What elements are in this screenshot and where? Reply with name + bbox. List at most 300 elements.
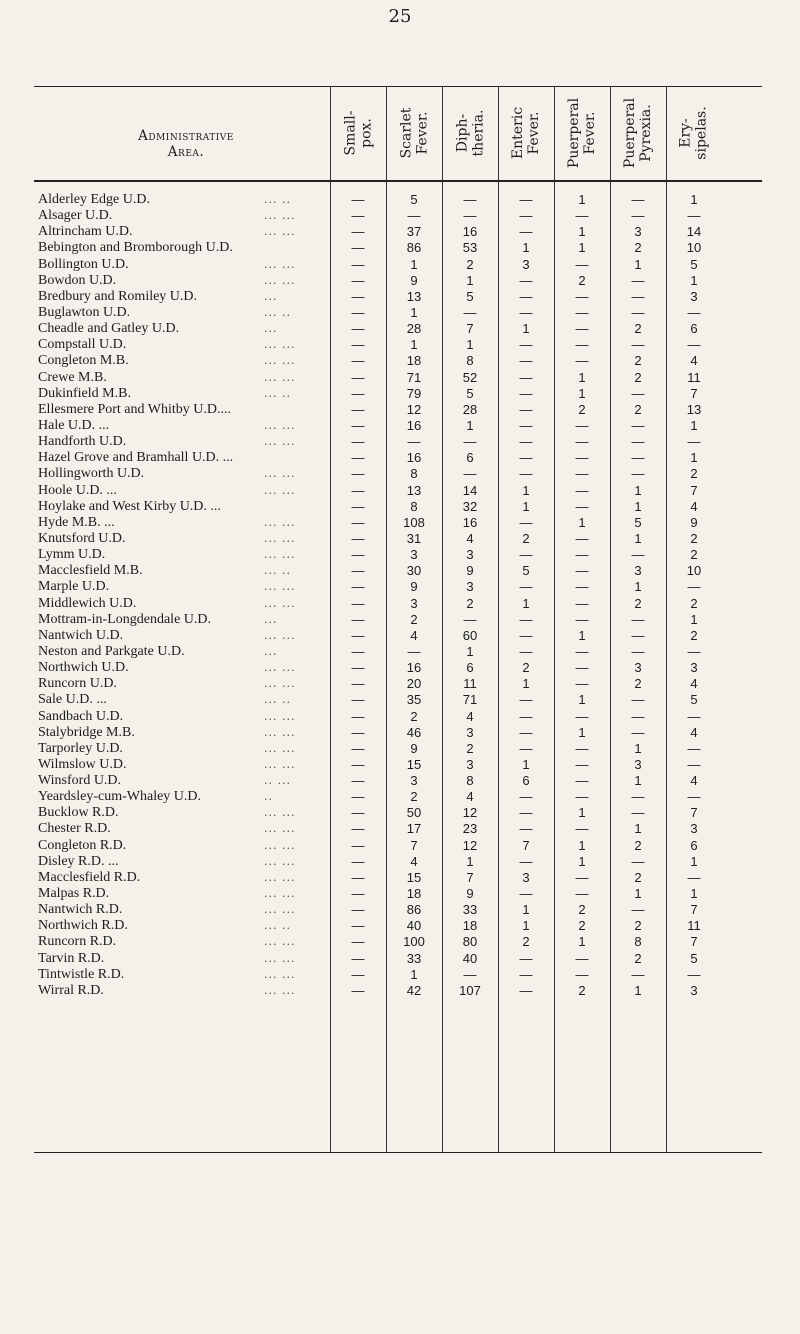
table-row — [34, 725, 762, 741]
table-cell: — — [519, 450, 533, 466]
table-cell: 9 — [410, 740, 418, 756]
table-cell: 4 — [466, 530, 474, 546]
area-name: Handforth U.D. — [38, 434, 127, 450]
table-cell: — — [575, 353, 589, 369]
leader-dots: ... ... — [264, 435, 296, 449]
leader-dots: ... ... — [264, 531, 296, 545]
table-cell: — — [631, 724, 645, 740]
table-cell: — — [575, 676, 589, 692]
table-cell: — — [351, 563, 365, 579]
table-cell: 18 — [462, 918, 478, 934]
leader-dots: ... ... — [264, 273, 296, 287]
table-cell: 2 — [634, 240, 642, 256]
leader-dots: ... ... — [264, 854, 296, 868]
table-cell: — — [631, 192, 645, 207]
table-cell: 2 — [634, 353, 642, 369]
table-cell: — — [575, 256, 589, 272]
table-row — [34, 515, 762, 531]
table-cell: 40 — [406, 918, 422, 934]
table-cell: — — [575, 789, 589, 805]
table-cell: — — [351, 708, 365, 724]
table-row — [34, 337, 762, 353]
table-row — [34, 450, 762, 466]
table-row — [34, 918, 762, 934]
table-row — [34, 579, 762, 595]
table-cell: — — [519, 385, 533, 401]
table-cell: — — [687, 966, 701, 982]
table-cell: 2 — [578, 902, 586, 918]
table-cell: 5 — [634, 514, 642, 530]
table-cell: 5 — [466, 385, 474, 401]
leader-dots: ... ... — [264, 257, 296, 271]
table-cell: — — [407, 208, 421, 224]
table-cell: — — [351, 966, 365, 982]
table-cell: — — [631, 417, 645, 433]
table-cell: 18 — [406, 353, 422, 369]
table-cell: — — [519, 853, 533, 869]
table-cell: — — [687, 708, 701, 724]
table-cell: — — [631, 627, 645, 643]
table-cell: — — [463, 466, 477, 482]
table-cell: 1 — [522, 756, 530, 772]
table-cell: 2 — [634, 321, 642, 337]
leader-dots: ... .. — [264, 564, 291, 578]
table-cell: 4 — [690, 773, 698, 789]
table-cell: — — [687, 643, 701, 659]
leader-dots: ... ... — [264, 418, 296, 432]
table-cell: 4 — [466, 789, 474, 805]
table-row — [34, 805, 762, 821]
table-cell: 2 — [634, 676, 642, 692]
table-cell: — — [519, 434, 533, 450]
table-cell: — — [575, 966, 589, 982]
leader-dots: ... ... — [264, 209, 296, 223]
table-cell: 1 — [634, 530, 642, 546]
table-row — [34, 192, 762, 208]
table-cell: — — [351, 240, 365, 256]
table-cell: — — [463, 434, 477, 450]
header-divider — [442, 86, 443, 180]
table-cell: — — [463, 208, 477, 224]
table-row — [34, 563, 762, 579]
table-cell: — — [351, 676, 365, 692]
table-row — [34, 983, 762, 999]
area-name: Yeardsley-cum-Whaley U.D. — [38, 789, 202, 805]
area-name: Macclesfield R.D. — [38, 869, 141, 885]
table-cell: 1 — [466, 853, 474, 869]
table-cell: 86 — [406, 240, 422, 256]
table-cell: 1 — [578, 724, 586, 740]
table-cell: 3 — [634, 660, 642, 676]
leader-dots: ... — [264, 289, 278, 303]
table-cell: — — [519, 740, 533, 756]
table-cell: — — [351, 660, 365, 676]
table-cell: 2 — [522, 934, 530, 950]
table-cell: 2 — [522, 530, 530, 546]
table-cell: — — [575, 482, 589, 498]
table-cell: 1 — [634, 482, 642, 498]
table-bottom-rule — [34, 1152, 762, 1153]
table-cell: 13 — [406, 288, 422, 304]
table-cell: 50 — [406, 805, 422, 821]
table-cell: — — [575, 579, 589, 595]
table-cell: 2 — [634, 837, 642, 853]
table-cell: — — [351, 579, 365, 595]
table-row — [34, 854, 762, 870]
table-cell: — — [519, 966, 533, 982]
table-row — [34, 483, 762, 499]
leader-dots: ... ... — [264, 370, 296, 384]
table-cell: 42 — [406, 982, 422, 998]
table-cell: — — [631, 385, 645, 401]
area-name: Tarporley U.D. — [38, 740, 123, 756]
table-row — [34, 370, 762, 386]
table-cell: 33 — [406, 950, 422, 966]
leader-dots: ... ... — [264, 822, 296, 836]
table-cell: — — [519, 789, 533, 805]
table-row — [34, 434, 762, 450]
table-cell: — — [519, 401, 533, 417]
table-cell: — — [631, 288, 645, 304]
table-cell: 1 — [690, 272, 698, 288]
table-cell: — — [519, 224, 533, 240]
table-cell: 40 — [462, 950, 478, 966]
table-cell: — — [631, 902, 645, 918]
table-cell: — — [463, 611, 477, 627]
table-cell: — — [351, 385, 365, 401]
area-name: Macclesfield M.B. — [38, 563, 143, 579]
table-cell: — — [351, 724, 365, 740]
leader-dots: ... ... — [264, 983, 296, 997]
table-cell: — — [351, 498, 365, 514]
table-cell: — — [575, 660, 589, 676]
leader-dots: ... .. — [264, 919, 291, 933]
table-cell: 6 — [522, 773, 530, 789]
area-name: Chester R.D. — [38, 821, 111, 837]
table-cell: — — [351, 805, 365, 821]
header-divider — [386, 86, 387, 180]
table-cell: 1 — [578, 385, 586, 401]
leader-dots: ... .. — [264, 193, 291, 206]
table-cell: — — [575, 304, 589, 320]
table-cell: — — [519, 466, 533, 482]
table-cell: — — [351, 482, 365, 498]
table-cell: — — [575, 643, 589, 659]
table-cell: 2 — [466, 256, 474, 272]
table-cell: 1 — [466, 337, 474, 353]
table-cell: 5 — [690, 692, 698, 708]
table-cell: — — [519, 611, 533, 627]
table-cell: 52 — [462, 369, 478, 385]
table-cell: — — [687, 789, 701, 805]
table-cell: — — [631, 611, 645, 627]
table-cell: — — [631, 547, 645, 563]
table-cell: 2 — [634, 401, 642, 417]
table-cell: 1 — [522, 482, 530, 498]
table-row — [34, 321, 762, 337]
leader-dots: ... — [264, 322, 278, 336]
leader-dots: ... ... — [264, 935, 296, 949]
table-cell: 1 — [522, 918, 530, 934]
table-cell: 7 — [522, 837, 530, 853]
table-cell: 3 — [466, 724, 474, 740]
table-cell: — — [463, 304, 477, 320]
table-cell: 16 — [462, 224, 478, 240]
area-name: Cheadle and Gatley U.D. — [38, 321, 180, 337]
table-cell: — — [351, 821, 365, 837]
table-cell: 17 — [406, 821, 422, 837]
table-cell: 7 — [690, 805, 698, 821]
table-cell: — — [687, 208, 701, 224]
table-cell: — — [351, 272, 365, 288]
table-cell: — — [407, 434, 421, 450]
table-cell: 2 — [634, 595, 642, 611]
table-cell: 1 — [466, 643, 474, 659]
table-cell: — — [463, 192, 477, 207]
table-cell: — — [351, 321, 365, 337]
table-cell: 7 — [690, 482, 698, 498]
table-cell: 16 — [462, 514, 478, 530]
table-cell: — — [575, 886, 589, 902]
table-cell: — — [519, 514, 533, 530]
table-cell: 11 — [463, 676, 477, 692]
area-name: Alsager U.D. — [38, 208, 113, 224]
area-name: Altrincham U.D. — [38, 224, 133, 240]
table-row — [34, 934, 762, 950]
table-cell: — — [575, 547, 589, 563]
table-cell: — — [575, 450, 589, 466]
table-cell: 7 — [466, 869, 474, 885]
table-cell: — — [575, 773, 589, 789]
table-cell: 5 — [690, 950, 698, 966]
area-name: Hollingworth U.D. — [38, 466, 145, 482]
table-cell: — — [519, 708, 533, 724]
table-row — [34, 902, 762, 918]
table-cell: — — [351, 417, 365, 433]
table-cell: — — [407, 643, 421, 659]
header-divider — [610, 86, 611, 180]
table-cell: 1 — [578, 514, 586, 530]
header-divider — [498, 86, 499, 180]
table-cell: 4 — [410, 627, 418, 643]
table-cell: — — [575, 869, 589, 885]
header-smallpox: Small- pox. — [342, 110, 374, 156]
table-cell: — — [351, 547, 365, 563]
table-cell: — — [351, 853, 365, 869]
table-row — [34, 240, 762, 256]
table-cell: 60 — [462, 627, 478, 643]
table-cell: 3 — [690, 288, 698, 304]
table-cell: 1 — [634, 256, 642, 272]
table-cell: 53 — [462, 240, 478, 256]
table-row — [34, 289, 762, 305]
leader-dots: ... ... — [264, 838, 296, 852]
table-row — [34, 499, 762, 515]
leader-dots: ... ... — [264, 725, 296, 739]
table-cell: — — [687, 740, 701, 756]
table-cell: — — [351, 886, 365, 902]
header-administrative-area — [40, 128, 332, 160]
table-row — [34, 208, 762, 224]
table-cell: 5 — [690, 256, 698, 272]
table-row — [34, 967, 762, 983]
table-cell: — — [351, 756, 365, 772]
table-cell: — — [687, 337, 701, 353]
table-cell: 7 — [410, 837, 418, 853]
table-cell: 2 — [578, 982, 586, 998]
table-cell: 80 — [462, 934, 478, 950]
table-row — [34, 741, 762, 757]
table-cell: — — [631, 789, 645, 805]
table-cell: — — [351, 192, 365, 207]
table-cell: — — [351, 627, 365, 643]
table-cell: — — [687, 579, 701, 595]
table-cell: 20 — [406, 676, 422, 692]
table-cell: 9 — [466, 886, 474, 902]
table-cell: — — [351, 369, 365, 385]
table-cell: — — [575, 950, 589, 966]
area-name: Runcorn U.D. — [38, 676, 117, 692]
area-name: Bebington and Bromborough U.D. — [38, 240, 233, 256]
table-cell: — — [519, 579, 533, 595]
table-cell: 13 — [406, 482, 422, 498]
table-cell: 3 — [410, 595, 418, 611]
table-cell: 1 — [634, 982, 642, 998]
table-row — [34, 418, 762, 434]
table-cell: 2 — [690, 466, 698, 482]
table-cell: 6 — [690, 321, 698, 337]
table-cell: 4 — [690, 676, 698, 692]
table-cell: 1 — [634, 821, 642, 837]
area-name: Sandbach U.D. — [38, 708, 124, 724]
area-name: Mottram-in-Longdendale U.D. — [38, 611, 212, 627]
leader-dots: ... ... — [264, 677, 296, 691]
table-cell: 1 — [690, 853, 698, 869]
table-cell: — — [575, 208, 589, 224]
table-cell: 2 — [466, 740, 474, 756]
table-cell: — — [575, 466, 589, 482]
table-cell: 16 — [406, 417, 422, 433]
table-cell: 1 — [578, 627, 586, 643]
area-name: Hazel Grove and Bramhall U.D. ... — [38, 450, 234, 466]
table-cell: — — [575, 417, 589, 433]
leader-dots: ... — [264, 612, 278, 626]
table-cell: 3 — [690, 982, 698, 998]
area-name: Compstall U.D. — [38, 337, 127, 353]
table-cell: 2 — [410, 708, 418, 724]
area-name: Winsford U.D. — [38, 773, 122, 789]
table-cell: 2 — [634, 918, 642, 934]
leader-dots: ... ... — [264, 354, 296, 368]
table-cell: 1 — [578, 192, 586, 207]
header-area-line2: Area. — [167, 144, 205, 160]
table-cell: 8 — [634, 934, 642, 950]
table-cell: — — [351, 902, 365, 918]
table-cell: 1 — [690, 192, 698, 207]
table-row — [34, 789, 762, 805]
area-name: Alderley Edge U.D. — [38, 192, 150, 207]
table-cell: 2 — [466, 595, 474, 611]
table-cell: — — [687, 756, 701, 772]
table-row — [34, 838, 762, 854]
table-cell: 1 — [690, 886, 698, 902]
table-cell: 12 — [462, 805, 478, 821]
table-cell: 108 — [403, 514, 425, 530]
leader-dots: ... ... — [264, 467, 296, 481]
table-cell: — — [631, 643, 645, 659]
table-cell: 1 — [578, 369, 586, 385]
table-cell: 28 — [462, 401, 478, 417]
table-cell: 4 — [690, 724, 698, 740]
table-row — [34, 821, 762, 837]
table-cell: 1 — [578, 240, 586, 256]
table-cell: — — [575, 530, 589, 546]
table-cell: 5 — [410, 192, 418, 207]
table-cell: — — [351, 256, 365, 272]
table-row — [34, 709, 762, 725]
table-cell: — — [351, 530, 365, 546]
table-cell: 18 — [406, 886, 422, 902]
table-cell: 2 — [578, 401, 586, 417]
area-name: Disley R.D. ... — [38, 853, 119, 869]
header-divider — [554, 86, 555, 180]
table-cell: 16 — [406, 660, 422, 676]
leader-dots: ... ... — [264, 967, 296, 981]
table-cell: 1 — [410, 337, 418, 353]
area-name: Bollington U.D. — [38, 256, 129, 272]
table-cell: 2 — [634, 950, 642, 966]
table-cell: 11 — [687, 918, 701, 934]
table-cell: — — [631, 272, 645, 288]
table-row — [34, 531, 762, 547]
table-cell: — — [631, 304, 645, 320]
table-cell: — — [631, 337, 645, 353]
table-cell: — — [519, 192, 533, 207]
leader-dots: .. ... — [264, 774, 291, 788]
leader-dots: ... ... — [264, 661, 296, 675]
table-cell: — — [575, 595, 589, 611]
leader-dots: ... ... — [264, 951, 296, 965]
table-row — [34, 612, 762, 628]
table-row — [34, 660, 762, 676]
table-cell: — — [575, 756, 589, 772]
table-cell: — — [631, 966, 645, 982]
area-name: Sale U.D. ... — [38, 692, 107, 708]
table-cell: — — [631, 208, 645, 224]
table-cell: 2 — [690, 530, 698, 546]
table-cell: 7 — [690, 385, 698, 401]
header-puerperal-pyrexia: Puerperal Pyrexia. — [622, 97, 654, 169]
table-cell: 3 — [634, 563, 642, 579]
table-cell: 31 — [406, 530, 422, 546]
table-row — [34, 886, 762, 902]
table-cell: — — [519, 886, 533, 902]
area-name: Dukinfield M.B. — [38, 385, 131, 401]
table-cell: — — [463, 966, 477, 982]
table-cell: 4 — [690, 498, 698, 514]
table-cell: — — [575, 740, 589, 756]
table-cell: 2 — [690, 547, 698, 563]
table-cell: 3 — [522, 256, 530, 272]
table-cell: — — [519, 547, 533, 563]
table-cell: — — [631, 466, 645, 482]
table-cell: 14 — [462, 482, 478, 498]
table-cell: — — [687, 869, 701, 885]
table-cell: — — [575, 611, 589, 627]
header-enteric-fever: Enteric Fever. — [509, 106, 542, 160]
table-cell: 3 — [466, 547, 474, 563]
area-name: Hale U.D. ... — [38, 417, 110, 433]
